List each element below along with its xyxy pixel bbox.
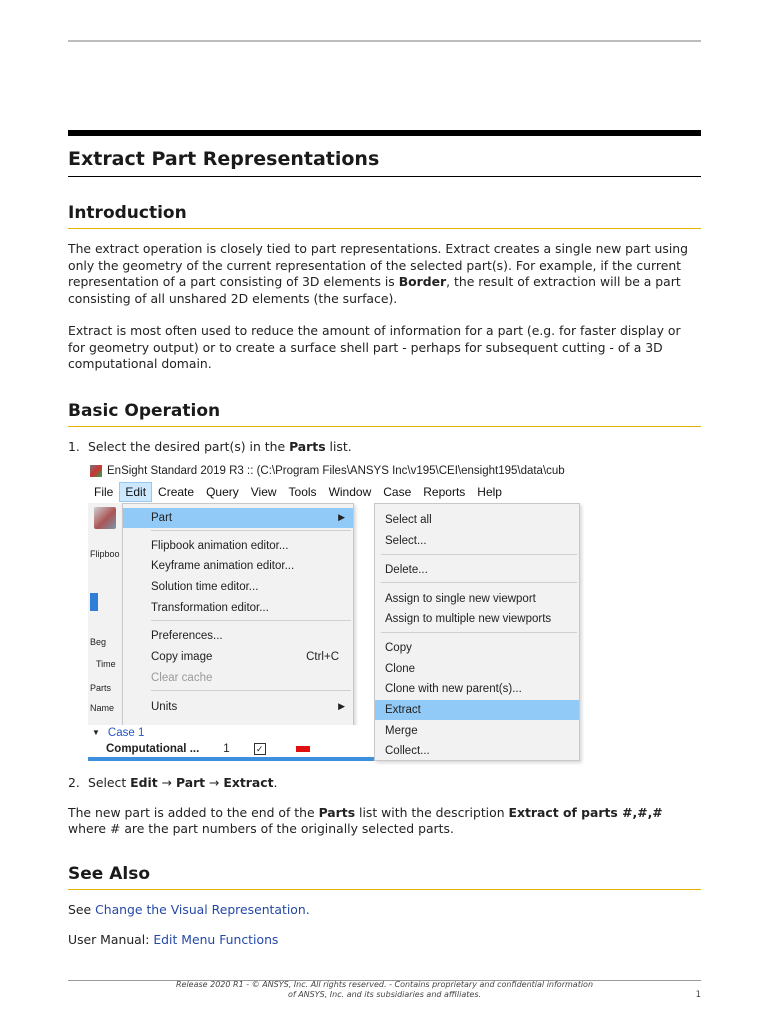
part-submenu bbox=[374, 503, 580, 761]
menu-case[interactable]: Case bbox=[383, 484, 412, 499]
menu-bar bbox=[88, 481, 578, 503]
part-menu-select-all[interactable]: Select all bbox=[385, 513, 432, 526]
tree-case-row[interactable] bbox=[92, 725, 144, 741]
part-menu-assign-single[interactable]: Assign to single new viewport bbox=[385, 592, 536, 605]
section-heading-introduction: Introduction bbox=[68, 203, 701, 229]
expand-arrow-icon[interactable]: ▼ bbox=[92, 728, 100, 737]
menu-reports[interactable]: Reports bbox=[423, 484, 466, 499]
edit-menu-keyframe[interactable]: Keyframe animation editor... bbox=[151, 559, 295, 572]
edit-menu-solution-time[interactable]: Solution time editor... bbox=[151, 580, 259, 593]
edit-menu-units[interactable]: Units ▶ bbox=[151, 700, 345, 713]
see-also-line-2: User Manual: Edit Menu Functions bbox=[68, 932, 279, 947]
menu-separator bbox=[151, 530, 351, 531]
top-rule bbox=[68, 40, 701, 42]
page-title: Extract Part Representations bbox=[68, 148, 701, 177]
link-change-visual-representation[interactable]: Change the Visual Representation. bbox=[95, 901, 310, 917]
part-menu-clone-parent[interactable]: Clone with new parent(s)... bbox=[385, 682, 522, 695]
name-column-header[interactable]: Name bbox=[90, 702, 115, 713]
part-id: 1 bbox=[223, 742, 230, 755]
menu-separator bbox=[151, 690, 351, 691]
link-edit-menu-functions[interactable]: Edit Menu Functions bbox=[153, 932, 279, 947]
part-menu-delete[interactable]: Delete... bbox=[385, 563, 428, 576]
part-menu-assign-multiple[interactable]: Assign to multiple new viewports bbox=[385, 612, 552, 625]
submenu-arrow-icon: ▶ bbox=[338, 512, 345, 522]
result-paragraph: The new part is added to the end of the Parts list with the description Extract of parts #,#,# where # are the part numbers of the originally selected parts. bbox=[68, 804, 663, 836]
submenu-arrow-icon: ▶ bbox=[338, 701, 345, 711]
parts-tree bbox=[88, 725, 374, 761]
begin-label: Beg bbox=[90, 636, 107, 647]
window-title: EnSight Standard 2019 R3 :: (C:\Program Files\ANSYS Inc\v195\CEI\ensight195\data\cub bbox=[107, 464, 565, 477]
visibility-checkbox[interactable]: ✓ bbox=[254, 743, 266, 755]
intro-paragraph-1: The extract operation is closely tied to part representations. Extract creates a single new part using only the geometry of the current representation of the selected part(s). For example, if the current representation of a part consisting of 3D elements is Border, the result of extraction will be a part consisting of all unshared 2D elements (the surface). bbox=[68, 241, 688, 306]
footer bbox=[68, 980, 701, 1000]
section-heading-see-also: See Also bbox=[68, 864, 701, 890]
menu-tools[interactable]: Tools bbox=[288, 484, 317, 499]
case-label: Case 1 bbox=[107, 726, 145, 739]
menu-window[interactable]: Window bbox=[328, 484, 372, 499]
menu-separator bbox=[381, 554, 577, 555]
edit-menu-preferences[interactable]: Preferences... bbox=[151, 629, 223, 642]
part-menu-merge[interactable]: Merge bbox=[385, 724, 418, 737]
part-color-swatch[interactable] bbox=[296, 746, 310, 752]
menu-separator bbox=[381, 632, 577, 633]
menu-create[interactable]: Create bbox=[158, 484, 195, 499]
copy-image-shortcut: Ctrl+C bbox=[306, 650, 339, 663]
slider-handle[interactable] bbox=[90, 593, 98, 611]
tree-part-row[interactable] bbox=[106, 741, 310, 757]
edit-menu bbox=[122, 503, 354, 727]
see-also-line-1: See Change the Visual Representation. bbox=[68, 901, 310, 917]
parts-tab[interactable]: Parts bbox=[90, 682, 112, 693]
menu-edit[interactable]: Edit bbox=[119, 482, 152, 502]
menu-help[interactable]: Help bbox=[477, 484, 502, 499]
footer-affiliates: of ANSYS, Inc. and its subsidiaries and affiliates. bbox=[287, 990, 482, 999]
part-name: Computational ... bbox=[106, 742, 200, 755]
menu-separator bbox=[381, 582, 577, 583]
edit-menu-part[interactable]: Part ▶ bbox=[123, 508, 353, 528]
step-1: 1. Select the desired part(s) in the Parts list. bbox=[68, 438, 352, 454]
menu-query[interactable]: Query bbox=[206, 484, 239, 499]
edit-menu-flipbook[interactable]: Flipbook animation editor... bbox=[151, 539, 289, 552]
ensight-screenshot bbox=[88, 461, 578, 761]
title-bar-rule bbox=[68, 130, 701, 136]
selected-part-row[interactable] bbox=[88, 757, 374, 761]
part-cube-icon[interactable] bbox=[94, 507, 116, 529]
time-label: Time bbox=[96, 658, 116, 669]
menu-separator bbox=[151, 620, 351, 621]
page-number: 1 bbox=[695, 990, 701, 1000]
edit-menu-copy-image[interactable]: Copy image Ctrl+C bbox=[151, 650, 339, 663]
part-menu-collect[interactable]: Collect... bbox=[385, 744, 430, 757]
menu-file[interactable]: File bbox=[94, 484, 114, 499]
flipbook-tab[interactable]: Flipboo bbox=[90, 548, 120, 559]
part-menu-copy[interactable]: Copy bbox=[385, 641, 412, 654]
part-menu-extract[interactable]: Extract bbox=[375, 700, 579, 720]
menu-view[interactable]: View bbox=[250, 484, 277, 499]
footer-copyright: Release 2020 R1 - © ANSYS, Inc. All rights reserved. - Contains proprietary and confidential information bbox=[175, 980, 594, 989]
document-content bbox=[68, 148, 701, 949]
ensight-app-icon bbox=[90, 465, 102, 477]
part-menu-clone[interactable]: Clone bbox=[385, 662, 416, 675]
part-menu-select[interactable]: Select... bbox=[385, 534, 427, 547]
section-heading-basic-operation: Basic Operation bbox=[68, 401, 701, 427]
intro-paragraph-2: Extract is most often used to reduce the amount of information for a part (e.g. for faster display or for geometry output) or to create a surface shell part - perhaps for subsequent cutting - of a 3D computational domain. bbox=[68, 323, 681, 371]
window-title-bar bbox=[88, 461, 578, 481]
step-2: 2. Select Edit → Part → Extract. bbox=[68, 774, 278, 790]
left-panel bbox=[88, 503, 122, 761]
edit-menu-clear-cache: Clear cache bbox=[151, 671, 213, 684]
edit-menu-transformation[interactable]: Transformation editor... bbox=[151, 601, 269, 614]
